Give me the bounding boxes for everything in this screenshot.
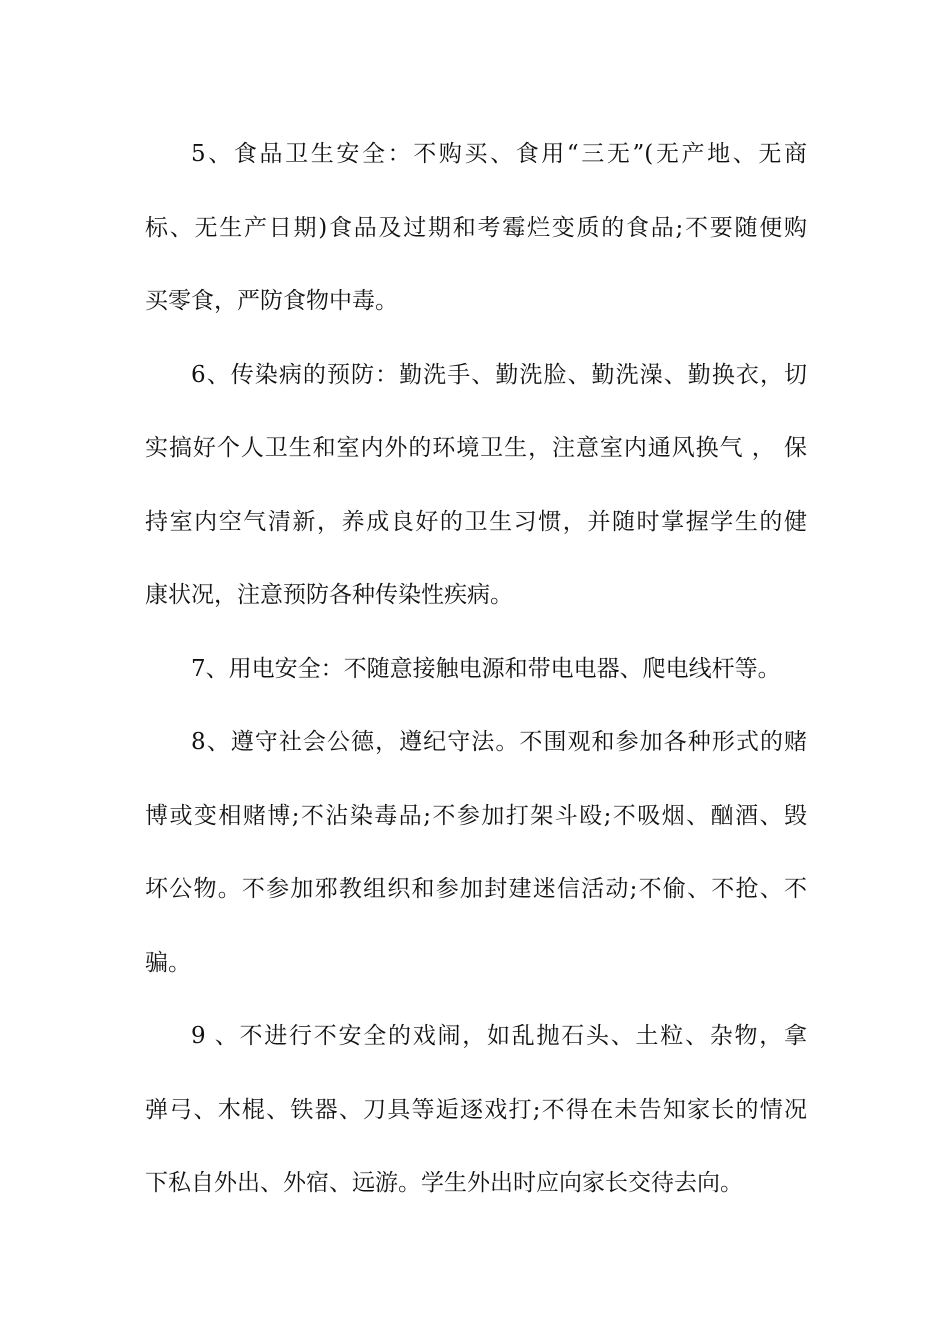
paragraph-line: 实搞好个人卫生和室内外的环境卫生，注意室内通风换气 ， 保 <box>145 435 807 461</box>
document-body <box>145 118 807 1221</box>
paragraph-disease-prevention <box>145 339 807 633</box>
paragraph-line: 标、无生产日期)食品及过期和考霉烂变质的食品;不要随便购 <box>145 214 807 241</box>
paragraph-line: 弹弓、木棍、铁器、刀具等逅逐戏打;不得在未告知家长的情况 <box>145 1096 807 1123</box>
paragraph-food-safety <box>145 118 807 339</box>
paragraph-electricity-safety <box>145 633 807 707</box>
paragraph-line: 坏公物。不参加邪教组织和参加封建迷信活动;不偷、不抢、不 <box>145 876 807 902</box>
paragraph-line: 6、传染病的预防：勤洗手、勤洗脸、勤洗澡、勤换衣，切 <box>191 361 807 388</box>
paragraph-social-morality <box>145 706 807 1000</box>
paragraph-line: 7、用电安全：不随意接触电源和带电电器、爬电线杆等。 <box>191 655 781 682</box>
paragraph-line: 买零食，严防食物中毒。 <box>145 288 398 314</box>
paragraph-line: 博或变相赌博;不沾染毒品;不参加打架斗殴;不吸烟、酗酒、毁 <box>145 802 807 829</box>
paragraph-line: 康状况，注意预防各种传染性疾病。 <box>145 582 513 608</box>
paragraph-line: 下私自外出、外宿、远游。学生外出时应向家长交待去向。 <box>145 1170 743 1196</box>
paragraph-unsafe-play <box>145 1000 807 1221</box>
paragraph-line: 9 、不进行不安全的戏闹，如乱抛石头、土粒、杂物，拿 <box>191 1023 807 1049</box>
paragraph-line: 持室内空气清新，养成良好的卫生习惯，并随时掌握学生的健 <box>145 508 807 535</box>
paragraph-line: 骗。 <box>145 949 191 976</box>
paragraph-line: 5、食品卫生安全：不购买、食用“三无”(无产地、无商 <box>191 141 807 167</box>
paragraph-line: 8、遵守社会公德，遵纪守法。不围观和参加各种形式的赌 <box>191 729 807 755</box>
